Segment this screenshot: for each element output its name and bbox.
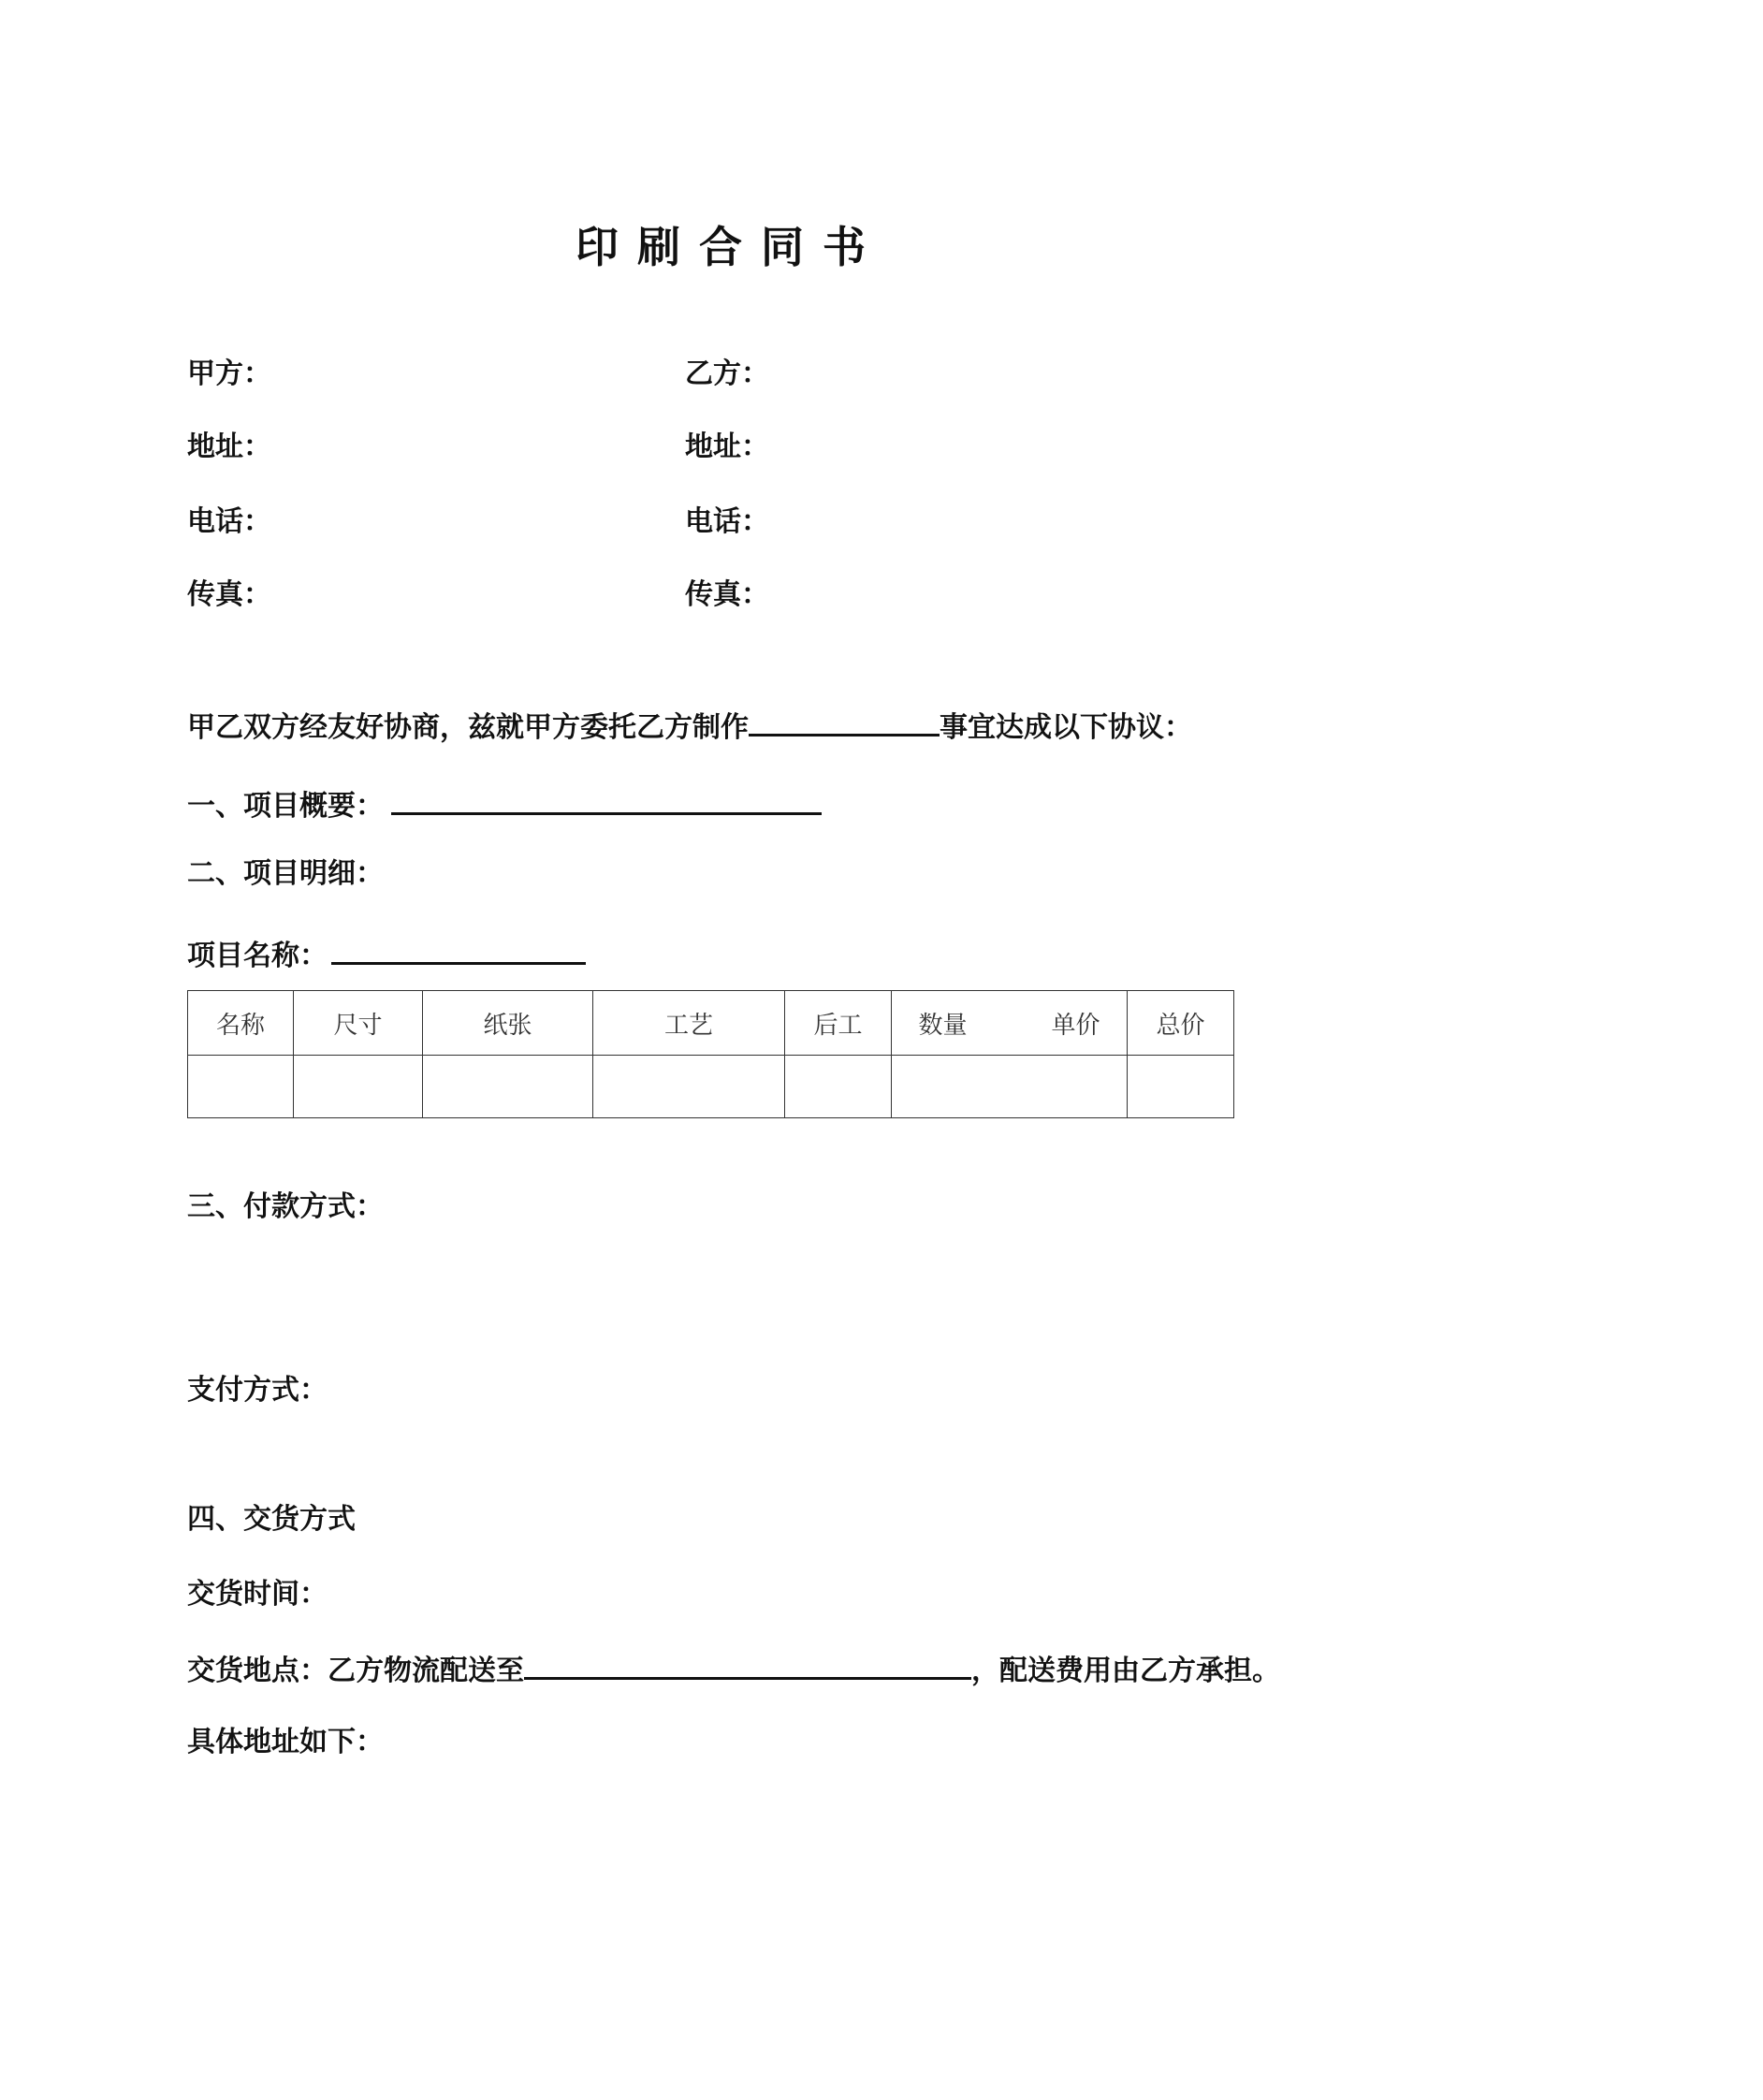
items-table	[187, 990, 1234, 1118]
delivery-place-row	[187, 1649, 1280, 1690]
intro-blank-line[interactable]	[749, 706, 940, 736]
project-summary-blank[interactable]	[391, 784, 822, 815]
intro-text-after: 事宜达成以下协议：	[940, 711, 1192, 744]
delivery-time-label: 交货时间：	[187, 1578, 328, 1611]
section-2-label: 二、项目明细：	[187, 857, 384, 890]
delivery-place-text-after: ，配送费用由乙方承担。	[971, 1655, 1280, 1687]
table-header-finishing: 后工	[785, 991, 892, 1056]
table-header-row	[188, 991, 1234, 1056]
section-1-label: 一、项目概要：	[187, 790, 384, 823]
table-cell-finishing[interactable]	[785, 1056, 892, 1118]
table-header-size: 尺寸	[294, 991, 423, 1056]
table-cell-total[interactable]	[1128, 1056, 1234, 1118]
delivery-place-blank[interactable]	[524, 1649, 971, 1680]
payment-method-label: 支付方式：	[187, 1374, 328, 1407]
table-cell-name[interactable]	[188, 1056, 294, 1118]
party-b-fax-label: 传真：	[685, 578, 769, 611]
section-4-label: 四、交货方式	[187, 1503, 356, 1536]
document-title: 印刷合同书	[576, 222, 884, 272]
table-header-name: 名称	[188, 991, 294, 1056]
party-b-address-label: 地址：	[685, 430, 769, 463]
project-name-label: 项目名称：	[187, 940, 328, 972]
party-a-fax-label: 传真：	[187, 578, 271, 611]
party-a-address-label: 地址：	[187, 430, 271, 463]
section-3-label: 三、付款方式：	[187, 1190, 384, 1223]
delivery-place-text-before: 交货地点：乙方物流配送至	[187, 1655, 524, 1687]
table-header-quantity-unit-price	[892, 991, 1128, 1056]
table-header-process: 工艺	[593, 991, 785, 1056]
party-a-label: 甲方：	[187, 357, 271, 390]
address-detail-label: 具体地址如下：	[187, 1726, 384, 1758]
table-row	[188, 1056, 1234, 1118]
party-b-label: 乙方：	[685, 357, 769, 390]
party-b-phone-label: 电话：	[685, 505, 769, 538]
intro-text-before: 甲乙双方经友好协商，兹就甲方委托乙方制作	[187, 711, 749, 744]
project-name-row	[187, 934, 586, 975]
table-header-quantity: 数量	[918, 1011, 968, 1040]
table-header-paper: 纸张	[423, 991, 593, 1056]
party-a-phone-label: 电话：	[187, 505, 271, 538]
table-cell-paper[interactable]	[423, 1056, 593, 1118]
table-cell-process[interactable]	[593, 1056, 785, 1118]
section-1-row	[187, 784, 822, 825]
table-cell-quantity-unit-price[interactable]	[892, 1056, 1128, 1118]
intro-paragraph	[187, 706, 1192, 747]
table-cell-size[interactable]	[294, 1056, 423, 1118]
table-header-unit-price: 单价	[1051, 1011, 1100, 1040]
table-header-total: 总价	[1128, 991, 1234, 1056]
project-name-blank[interactable]	[331, 934, 586, 965]
